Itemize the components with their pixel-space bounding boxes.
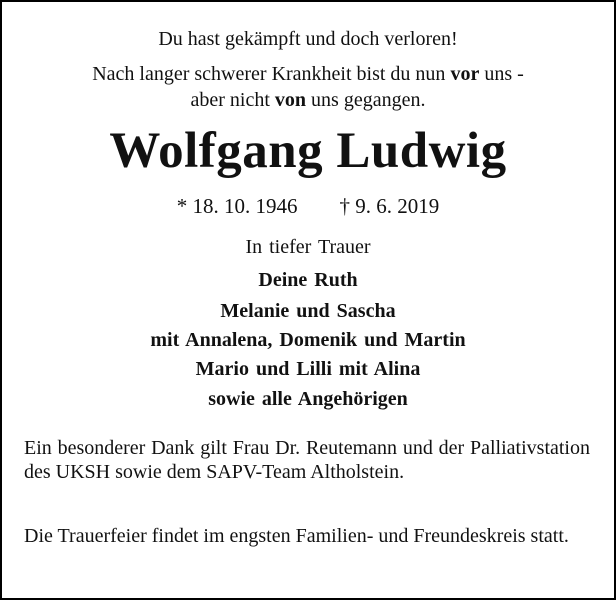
- intro-line-2-text: Nach langer schwerer Krankheit bist du nun: [92, 63, 451, 85]
- funeral-paragraph: Die Trauerfeier findet im engsten Familien- und Freundeskreis statt.: [24, 525, 569, 547]
- intro-line-1: Du hast gekämpft und doch verloren!: [158, 28, 458, 50]
- mourning-heading: In tiefer Trauer: [245, 236, 371, 258]
- mourner-line: mit Annalena, Domenik und Martin: [150, 329, 466, 351]
- thanks-paragraph: Ein besonderer Dank gilt Frau Dr. Reutemann und der Palliativstation des UKSH sowie dem SAPV-Team Altholstein.: [24, 437, 590, 483]
- mourner-line: Melanie und Sascha: [220, 300, 396, 322]
- deceased-name: Wolfgang Ludwig: [109, 123, 507, 179]
- intro-line-2: [2, 63, 614, 86]
- life-dates: [2, 194, 614, 219]
- intro-line-3-text: aber nicht: [190, 89, 275, 111]
- mourner-line: Deine Ruth: [258, 269, 358, 291]
- mourner-line: Mario und Lilli mit Alina: [195, 358, 421, 380]
- mourner-line: sowie alle Angehörigen: [208, 388, 408, 410]
- intro-line-2-end: uns -: [479, 63, 524, 85]
- intro-line-3-emphasis: von: [274, 89, 307, 111]
- intro-line-3-end: uns gegangen.: [306, 89, 426, 111]
- birth-date: * 18. 10. 1946: [176, 194, 298, 218]
- death-date: † 9. 6. 2019: [339, 194, 440, 218]
- intro-line-3: [2, 89, 614, 112]
- intro-line-2-emphasis: vor: [450, 63, 480, 85]
